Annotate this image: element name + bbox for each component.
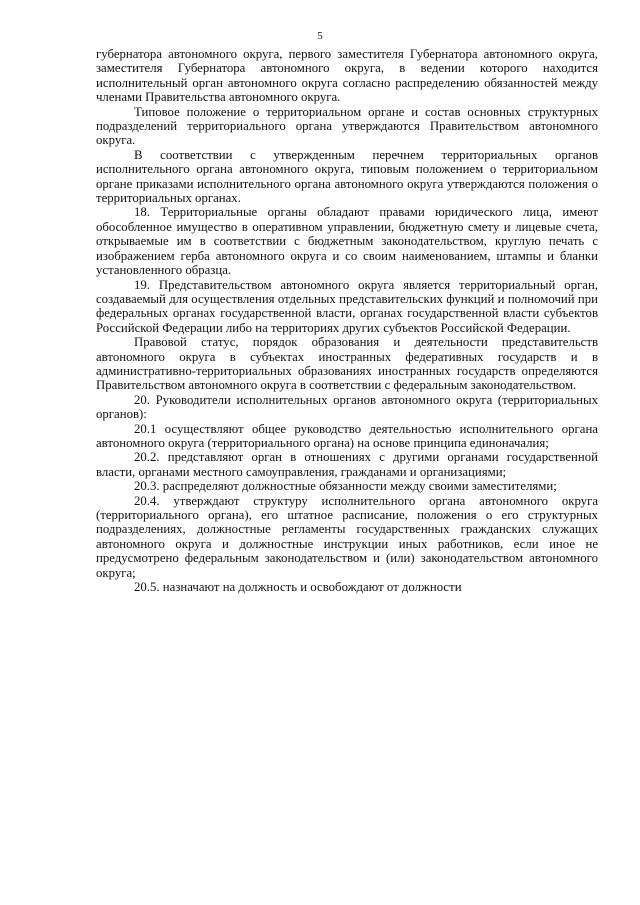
paragraph: Типовое положение о территориальном органе и состав основных структурных подразделений территориального органа утверждаются Правительством автономного округа.: [96, 104, 598, 148]
document-body: [96, 47, 598, 594]
paragraph: 20.1 осуществляют общее руководство деятельностью исполнительного органа автономного округа (территориального органа) на основе принципа единоначалия;: [96, 421, 598, 450]
paragraph: 20.3. распределяют должностные обязанности между своими заместителями;: [134, 479, 557, 494]
paragraph: 18. Территориальные органы обладают правами юридического лица, имеют обособленное имущество в оперативном управлении, бюджетную смету и лицевые счета, открываемые им в соответствии с бюджетным законодательством, круглую печать с изображением герба автономного округа и со своим наименованием, штампы и бланки установленного образца.: [96, 205, 598, 278]
paragraph: 20.2. представляют орган в отношениях с другими органами государственной власти, органами местного самоуправления, гражданами и организациями;: [96, 450, 598, 479]
paragraph: Правовой статус, порядок образования и деятельности представительств автономного округа в субъектах иностранных федеративных государств и в административно-территориальных образованиях иностранных государств определяются Правительством автономного округа в соответствии с федеральным законодательством.: [96, 335, 598, 393]
paragraph: 20. Руководители исполнительных органов автономного округа (территориальных органов):: [96, 392, 598, 422]
paragraph: 19. Представительством автономного округа является территориальный орган, создаваемый для осуществления отдельных представительских функций и полномочий при федеральных органах государственной власти, органах государственной власти субъектов Российской Федерации либо на территориях других субъектов Российской Федерации.: [96, 277, 598, 335]
paragraph: В соответствии с утвержденным перечнем территориальных органов исполнительного органа автономного округа, типовым положением о территориальном органе приказами исполнительного органа автономного округа утверждаются положения о территориальных органах.: [96, 147, 598, 206]
paragraph: 20.4. утверждают структуру исполнительного органа автономного округа (территориального органа), его штатное расписание, положения о его структурных подразделениях, должностные регламенты государственных гражданских служащих автономного округа и должностные инструкции иных работников, если иное не предусмотрено федеральным законодательством и (или) законодательством автономного округа;: [96, 493, 598, 580]
paragraph: 20.5. назначают на должность и освобождают от должности: [134, 580, 462, 595]
page-number: 5: [317, 30, 323, 42]
paragraph: губернатора автономного округа, первого заместителя Губернатора автономного округа, заместителя Губернатора автономного округа, в ведении которого находится исполнительный орган автономного округа согласно распределению обязанностей между членами Правительства автономного округа.: [96, 47, 598, 105]
